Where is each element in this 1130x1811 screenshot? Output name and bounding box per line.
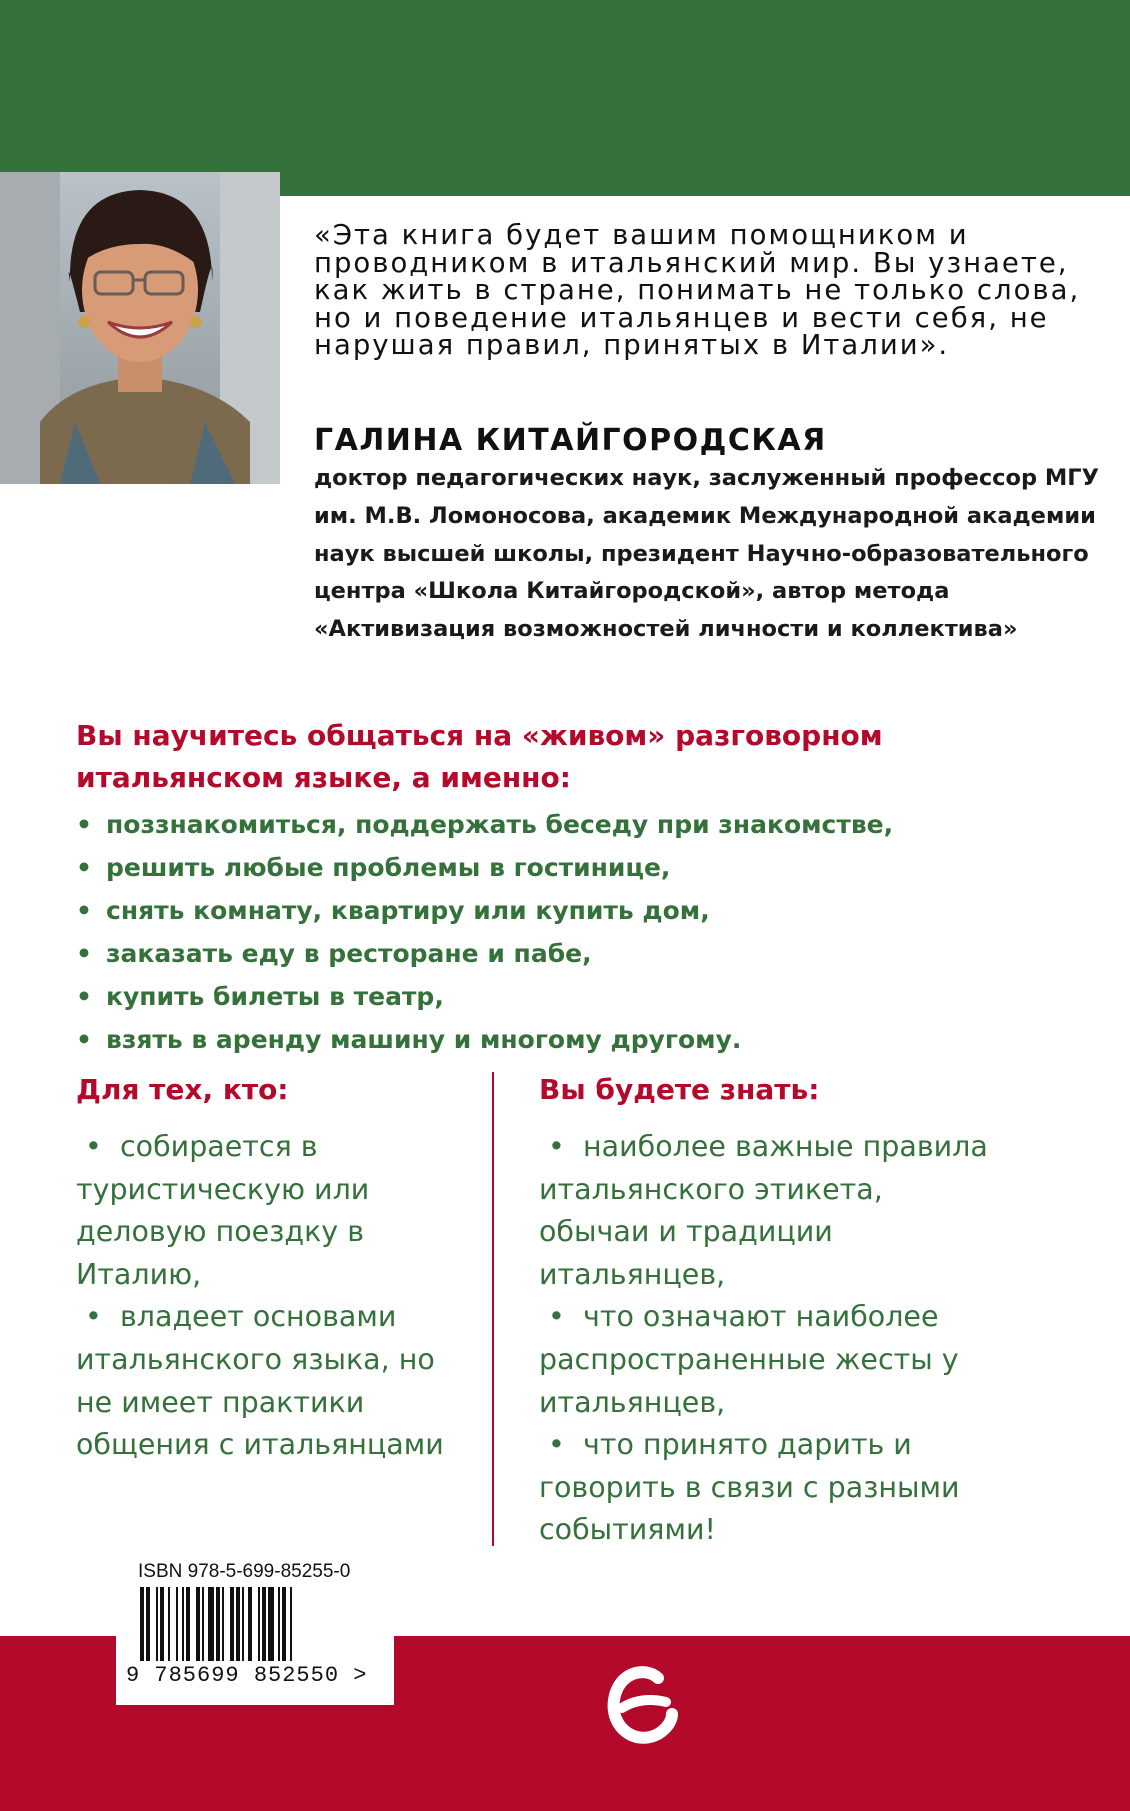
- list-item: • владеет основами итальянского языка, но не имеет практики общения с итальянцами: [76, 1300, 444, 1462]
- author-quote: «Эта книга будет вашим помощником и проводником в итальянский мир. Вы узнаете, как жить в стране, понимать не только слова, но и поведение итальянцев и вести себя, не нарушая правил, принятых в Италии».: [314, 219, 1081, 361]
- author-name: ГАЛИНА КИТАЙГОРОДСКАЯ: [314, 423, 827, 458]
- for-whom-heading: Для тех, кто:: [76, 1073, 289, 1106]
- list-item: • что принято дарить и говорить в связи с разными событиями!: [539, 1428, 960, 1547]
- you-will-know-heading: Вы будете знать:: [539, 1073, 820, 1106]
- barcode-block: [116, 1559, 394, 1705]
- publisher-logo: [600, 1650, 680, 1760]
- list-item: • что означают наиболее распространенные жесты у итальянцев,: [539, 1300, 959, 1419]
- isbn-label: ISBN 978-5-699-85255-0: [138, 1561, 351, 1582]
- author-bio: доктор педагогических наук, заслуженный профессор МГУ им. М.В. Ломоносова, академик Международной академии наук высшей школы, президент Научно-образовательного центра «Школа Китайгородской», автор метода «Активизация возможностей личности и коллектива»: [314, 465, 1099, 643]
- top-green-band: [0, 0, 1130, 196]
- column-divider: [492, 1072, 494, 1546]
- list-item: • наиболее важные правила итальянского этикета, обычаи и традиции итальянцев,: [539, 1130, 988, 1291]
- author-photo: [0, 172, 280, 484]
- list-item: • снять комнату, квартиру или купить дом,: [76, 896, 710, 925]
- list-item: • решить любые проблемы в гостинице,: [76, 853, 671, 882]
- learn-heading: Вы научитесь общаться на «живом» разговорном итальянском языке, а именно:: [76, 719, 883, 794]
- for-whom-list: [76, 1126, 476, 1467]
- list-item: • поззнакомиться, поддержать беседу при знакомстве,: [76, 810, 894, 839]
- learn-list: [76, 803, 1076, 1061]
- barcode-digits: 9 785699 852550 >: [126, 1663, 368, 1688]
- list-item: • взять в аренду машину и многому другому.: [76, 1025, 742, 1054]
- list-item: • собирается в туристическую или деловую поездку в Италию,: [76, 1130, 370, 1291]
- list-item: • заказать еду в ресторане и пабе,: [76, 939, 592, 968]
- barcode: [138, 1587, 378, 1661]
- you-will-know-list: [539, 1126, 999, 1552]
- list-item: • купить билеты в театр,: [76, 982, 444, 1011]
